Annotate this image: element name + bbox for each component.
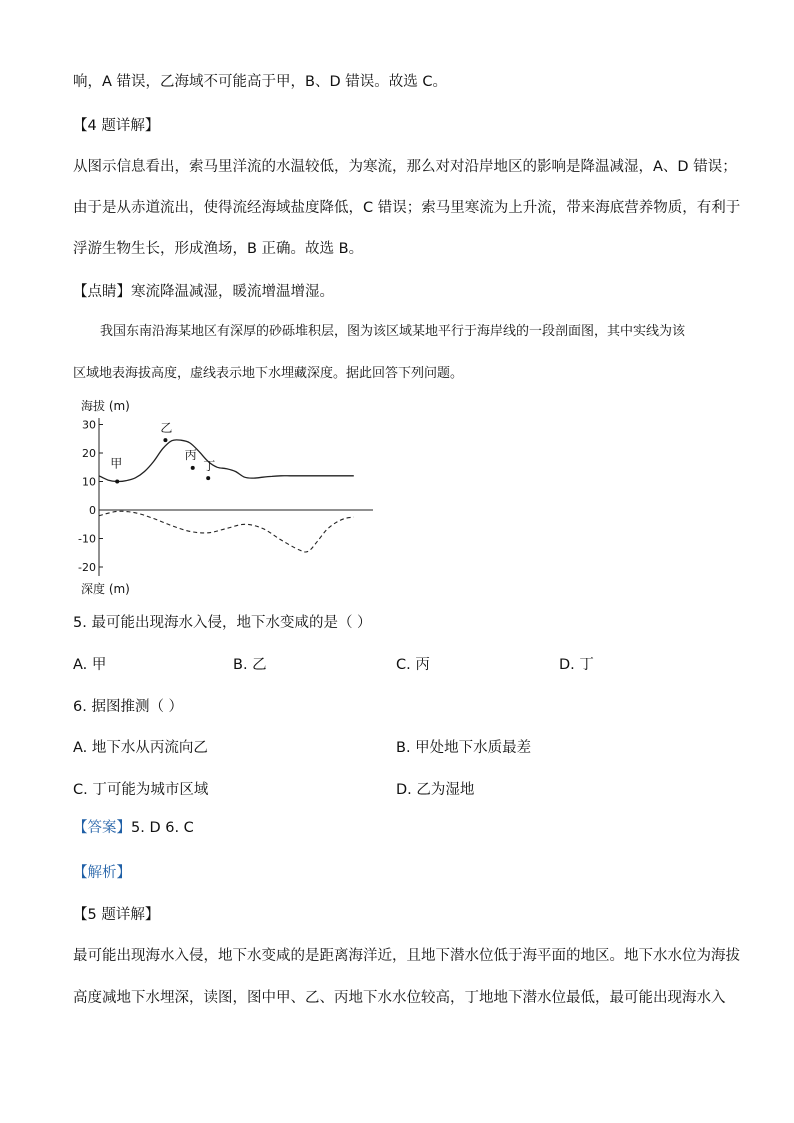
y-tick-label: 20 (82, 447, 96, 460)
option-6d: D. 乙为湿地 (396, 782, 475, 798)
point-label: 丙 (184, 447, 197, 462)
passage-line: 区域地表海拔高度，虚线表示地下水埋藏深度。据此回答下列问题。 (73, 366, 464, 381)
text-line: 由于是从赤道流出，使得流经海域盐度降低，C 错误；索马里寒流为上升流，带来海底营养物质，有利于 (73, 200, 741, 216)
text-line: 浮游生物生长，形成渔场，B 正确。故选 B。 (73, 241, 364, 257)
point-marker (163, 438, 167, 442)
y-tick-label: 10 (82, 475, 96, 489)
point-marker (206, 476, 210, 480)
profile-chart (73, 393, 403, 603)
y-tick-label: 0 (89, 504, 96, 517)
option-6a: A. 地下水从丙流向乙 (73, 740, 208, 756)
text-line: 最可能出现海水入侵，地下水变咸的是距离海洋近，且地下潜水位低于海平面的地区。地下水水位为海拔 (73, 948, 740, 964)
option-5d: D. 丁 (559, 657, 594, 673)
option-5b: B. 乙 (233, 657, 267, 673)
tip-line: 【点睛】寒流降温减湿，暖流增温增湿。 (73, 284, 334, 300)
point-label: 乙 (160, 421, 173, 436)
question-5: 5. 最可能出现海水入侵，地下水变咸的是（ ） (73, 615, 372, 631)
y-axis-label-top: 海拔 (m) (81, 399, 130, 413)
option-6c: C. 丁可能为城市区域 (73, 782, 209, 798)
option-5a: A. 甲 (73, 657, 107, 673)
y-tick-label: 30 (82, 418, 96, 432)
y-axis-label-bottom: 深度 (m) (81, 582, 130, 596)
option-6b: B. 甲处地下水质最差 (396, 740, 532, 756)
point-label: 甲 (110, 456, 123, 471)
y-tick-label: -20 (78, 561, 96, 574)
answer-text: 5. D 6. C (131, 820, 194, 836)
text-line: 高度减地下水埋深，读图，图中甲、乙、丙地下水水位较高，丁地地下潜水位最低，最可能出现海水入 (73, 990, 726, 1006)
surface-elevation-line (99, 440, 354, 482)
point-marker (115, 480, 119, 484)
point-marker (191, 466, 195, 470)
analysis-label: 【解析】 (73, 865, 131, 881)
groundwater-depth-line (99, 511, 354, 552)
point-label: 丁 (203, 459, 216, 474)
answer-label: 【答案】 (73, 820, 131, 836)
text-line: 响，A 错误，乙海域不可能高于甲，B、D 错误。故选 C。 (73, 74, 447, 90)
answer-line (73, 818, 194, 838)
question-6: 6. 据图推测（ ） (73, 699, 184, 715)
section-heading: 【4 题详解】 (73, 118, 160, 134)
section-heading: 【5 题详解】 (73, 907, 160, 923)
option-5c: C. 丙 (396, 657, 430, 673)
text-line: 从图示信息看出，索马里洋流的水温较低，为寒流，那么对对沿岸地区的影响是降温减湿，A、D 错误； (73, 159, 737, 175)
passage-line: 我国东南沿海某地区有深厚的砂砾堆积层，图为该区域某地平行于海岸线的一段剖面图，其中实线为该 (100, 324, 686, 339)
y-tick-label: -10 (78, 532, 96, 546)
